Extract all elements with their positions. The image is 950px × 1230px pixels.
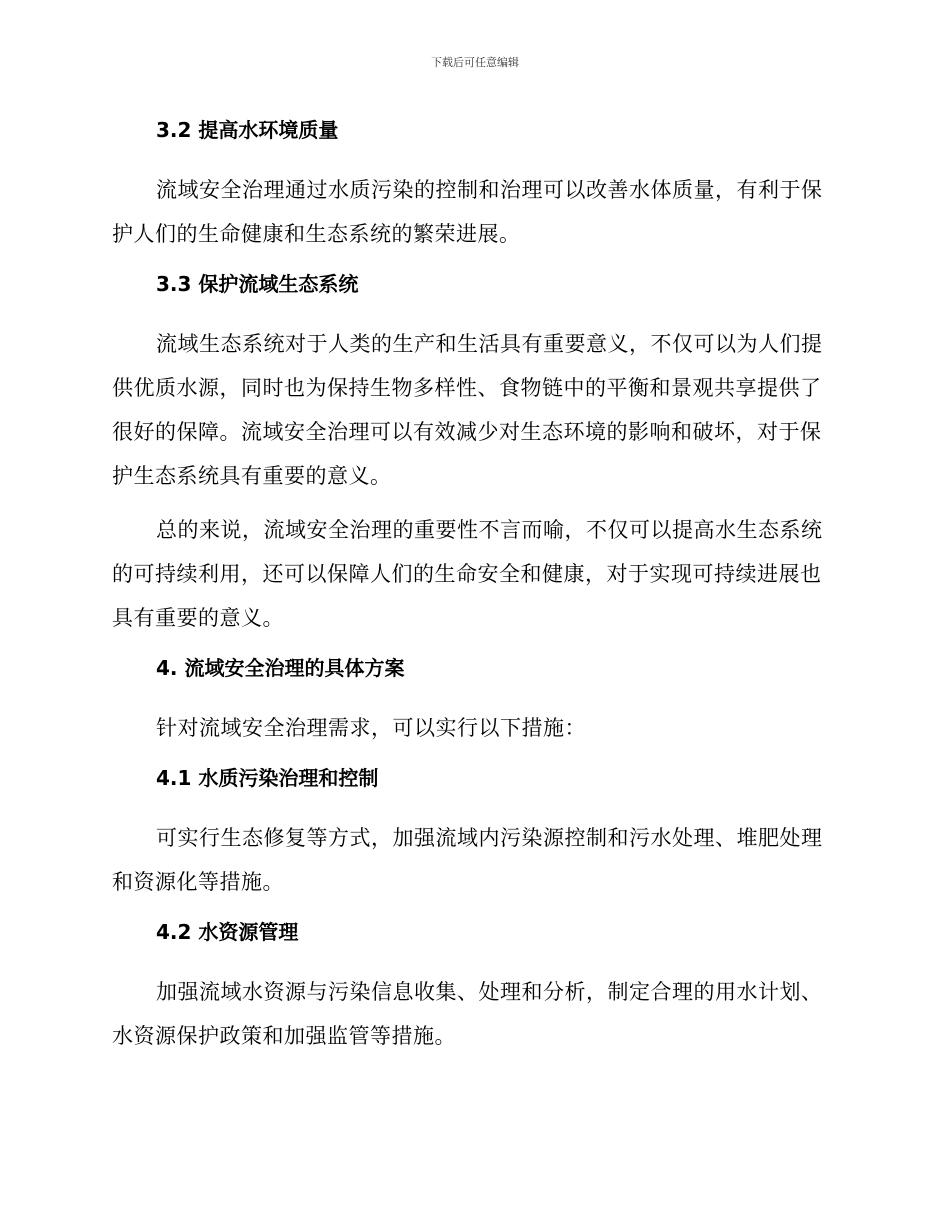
section-heading-4-2: 4.2 水资源管理	[156, 920, 299, 944]
paragraph-4: 针对流域安全治理需求，可以实行以下措施：	[156, 716, 586, 740]
paragraph-4-2: 加强流域水资源与污染信息收集、处理和分析，制定合理的用水计划、水资源保护政策和加强监管等措施。	[112, 980, 823, 1048]
section-heading-3-2: 3.2 提高水环境质量	[156, 118, 339, 142]
document-body	[112, 112, 832, 1068]
header-note: 下载后可任意编辑	[431, 56, 519, 69]
paragraph-3-2: 流域安全治理通过水质污染的控制和治理可以改善水体质量，有利于保护人们的生命健康和生态系统的繁荣进展。	[112, 178, 823, 246]
paragraph-4-1: 可实行生态修复等方式，加强流域内污染源控制和污水处理、堆肥处理和资源化等措施。	[112, 826, 823, 894]
paragraph-3-3: 流域生态系统对于人类的生产和生活具有重要意义，不仅可以为人们提供优质水源，同时也为保持生物多样性、食物链中的平衡和景观共享提供了很好的保障。流域安全治理可以有效减少对生态环境的影响和破坏，对于保护生态系统具有重要的意义。	[112, 332, 823, 488]
section-heading-3-3: 3.3 保护流域生态系统	[156, 272, 359, 296]
section-heading-4: 4. 流域安全治理的具体方案	[156, 656, 405, 680]
section-heading-4-1: 4.1 水质污染治理和控制	[156, 766, 379, 790]
paragraph-summary: 总的来说，流域安全治理的重要性不言而喻，不仅可以提高水生态系统的可持续利用，还可以保障人们的生命安全和健康，对于实现可持续进展也具有重要的意义。	[112, 518, 823, 630]
